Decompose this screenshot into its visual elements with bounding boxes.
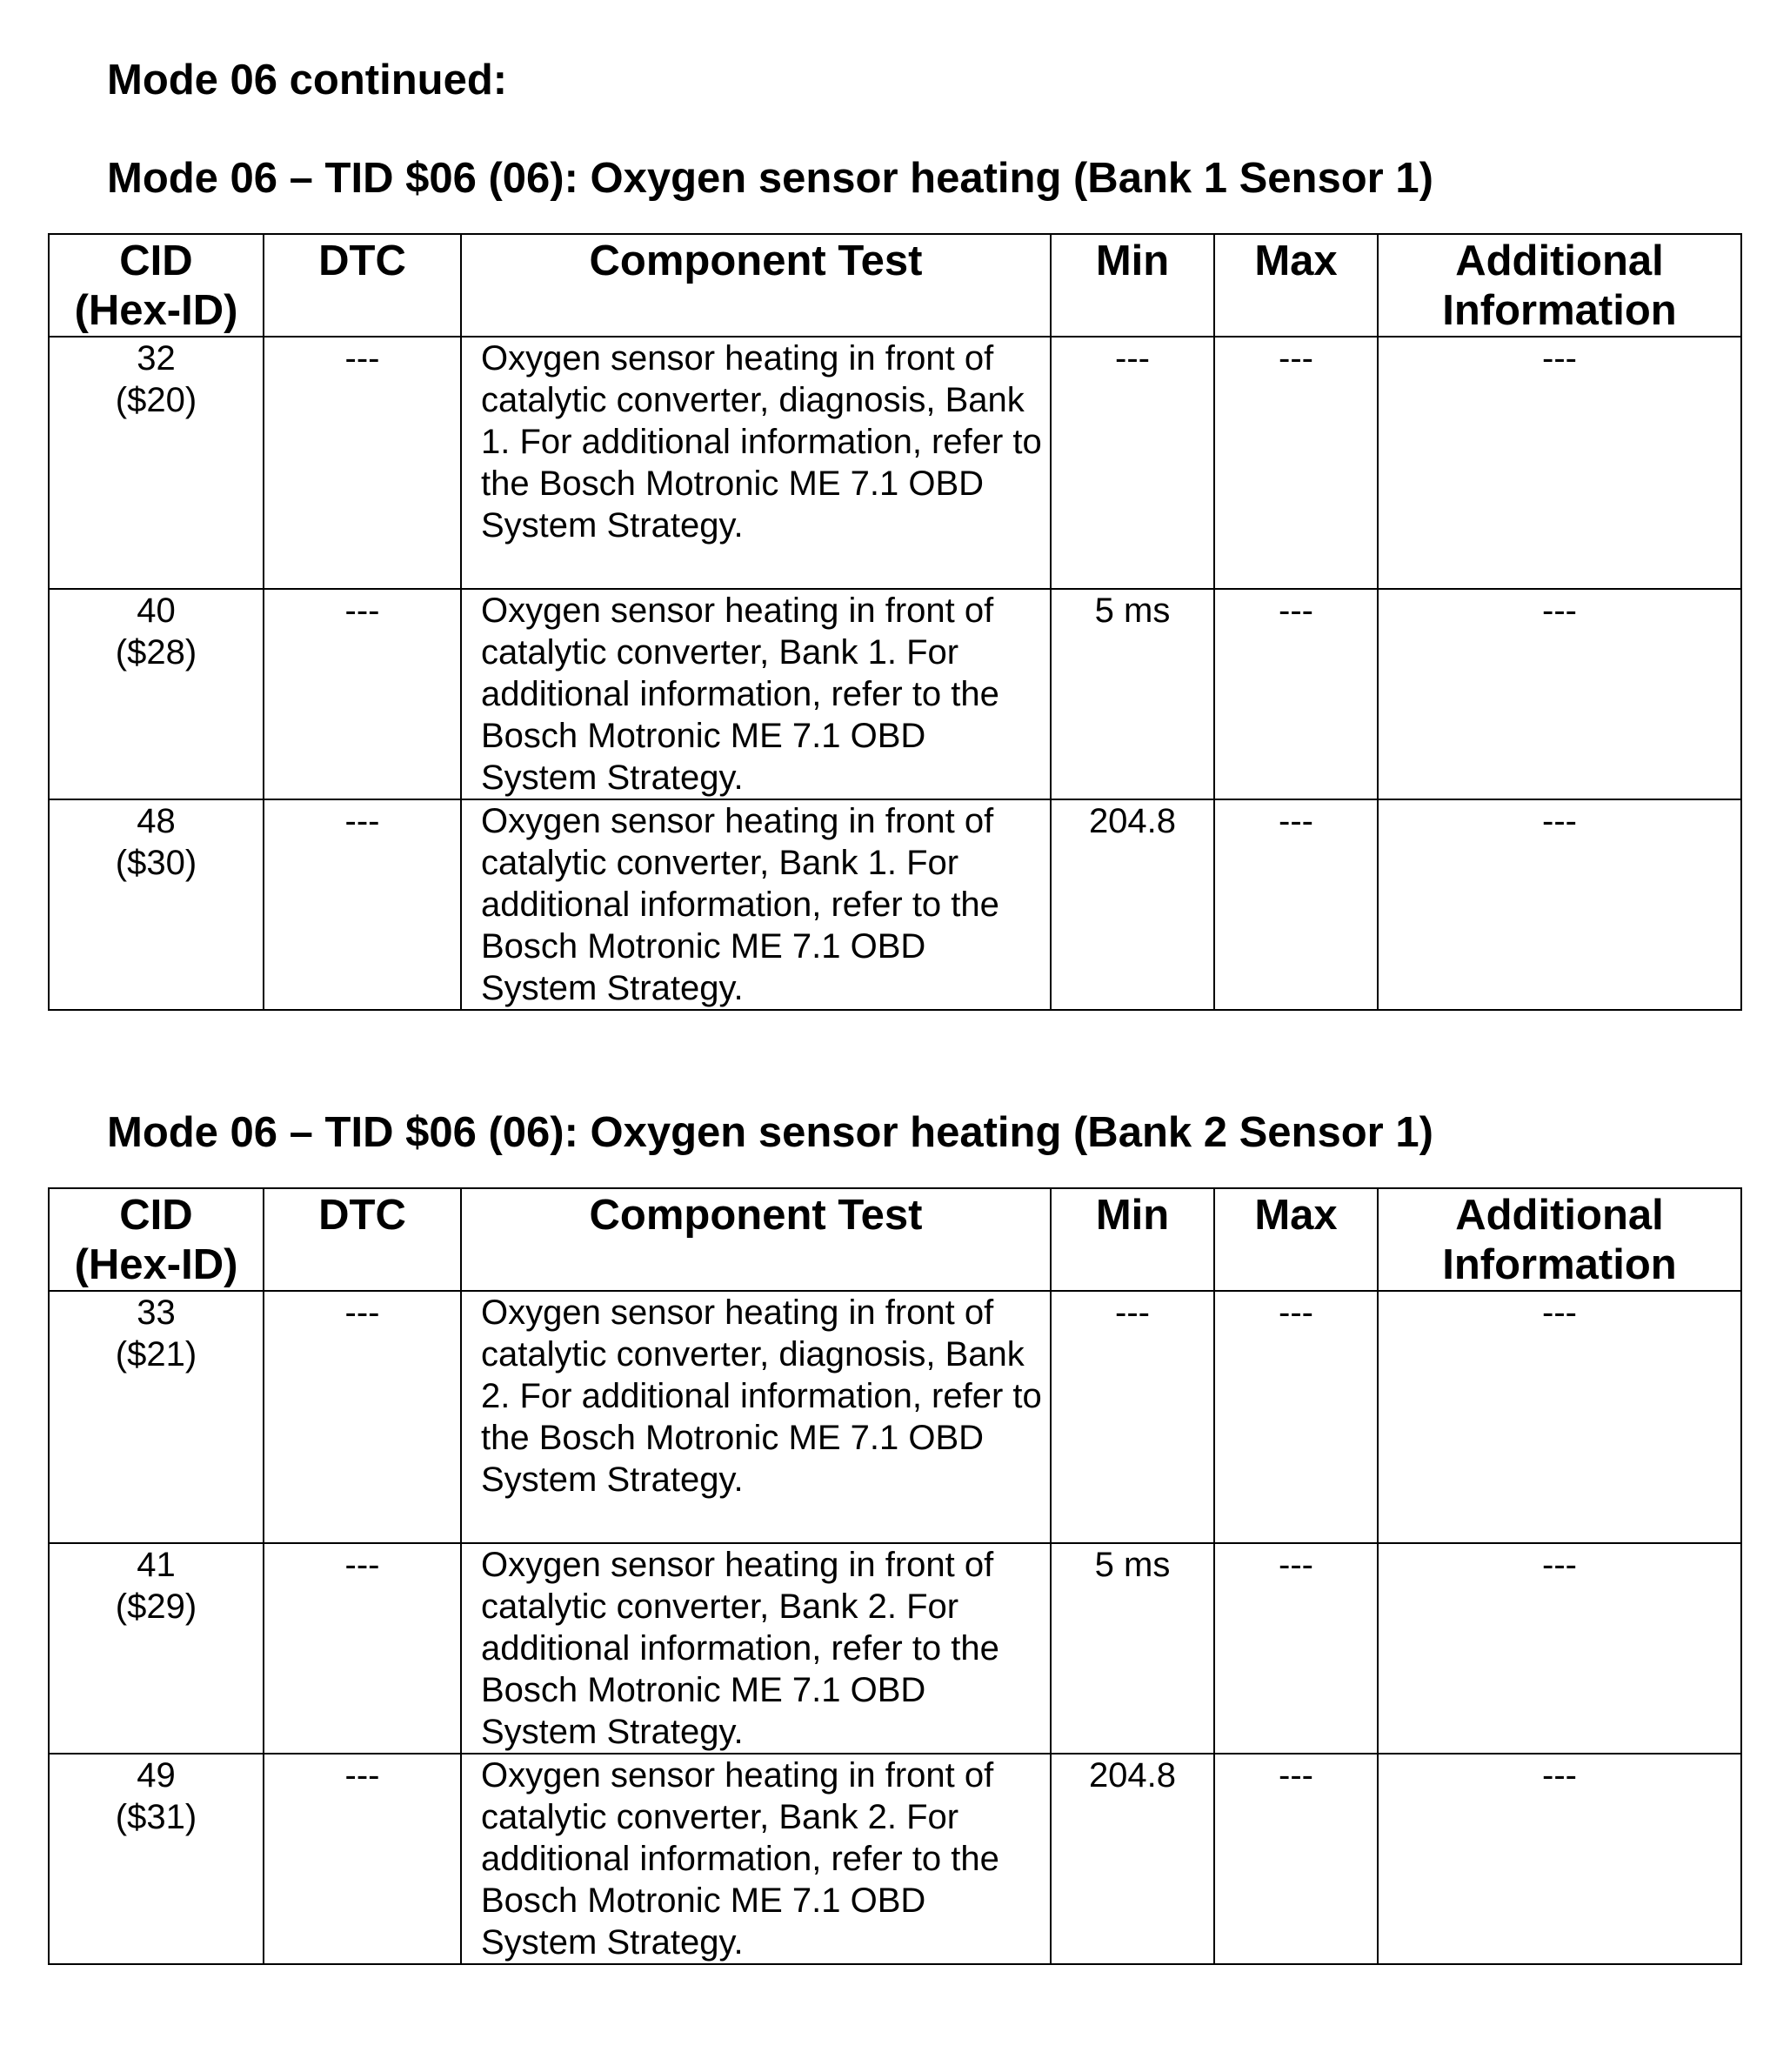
- component-test-cell: Oxygen sensor heating in front of catalytic converter, Bank 2. For additional information, refer to the Bosch Motronic ME 7.1 OBD System Strategy.: [461, 1543, 1051, 1754]
- cid-hex: ($20): [115, 381, 197, 419]
- section-title-bank-2: Mode 06 – TID $06 (06): Oxygen sensor heating (Bank 2 Sensor 1): [107, 1109, 1433, 1156]
- additional-info-cell: ---: [1378, 337, 1741, 589]
- dtc-cell: ---: [264, 1754, 461, 1964]
- additional-info-cell: ---: [1378, 1543, 1741, 1754]
- dtc-cell: ---: [264, 1543, 461, 1754]
- header-component-test: Component Test: [461, 1188, 1051, 1291]
- component-test-cell: Oxygen sensor heating in front of catalytic converter, Bank 1. For additional information, refer to the Bosch Motronic ME 7.1 OBD System Strategy.: [461, 589, 1051, 799]
- min-cell: 5 ms: [1051, 1543, 1214, 1754]
- cid-cell: [49, 799, 264, 1010]
- header-additional-line-1: Additional: [1455, 237, 1664, 284]
- dtc-cell: ---: [264, 799, 461, 1010]
- max-cell: ---: [1214, 1754, 1378, 1964]
- header-min: Min: [1051, 1188, 1214, 1291]
- table-row: [49, 1754, 1741, 1964]
- table-row: [49, 1291, 1741, 1543]
- max-cell: ---: [1214, 589, 1378, 799]
- header-dtc: DTC: [264, 1188, 461, 1291]
- cid-hex: ($31): [115, 1798, 197, 1836]
- cid-decimal: 33: [137, 1293, 176, 1332]
- header-cid-label: CID: [119, 237, 193, 284]
- max-cell: ---: [1214, 337, 1378, 589]
- component-test-cell: Oxygen sensor heating in front of catalytic converter, Bank 2. For additional information, refer to the Bosch Motronic ME 7.1 OBD System Strategy.: [461, 1754, 1051, 1964]
- header-cid: [49, 1188, 264, 1291]
- max-cell: ---: [1214, 1543, 1378, 1754]
- header-additional-information: [1378, 234, 1741, 337]
- cid-hex: ($30): [115, 844, 197, 882]
- cid-cell: [49, 1754, 264, 1964]
- table-row: [49, 1543, 1741, 1754]
- dtc-cell: ---: [264, 337, 461, 589]
- cid-cell: [49, 337, 264, 589]
- header-max: Max: [1214, 234, 1378, 337]
- header-max: Max: [1214, 1188, 1378, 1291]
- table-header-row: [49, 234, 1741, 337]
- header-additional-line-2: Information: [1442, 287, 1677, 334]
- cid-decimal: 49: [137, 1756, 176, 1795]
- mode06-table-bank-2: [48, 1187, 1742, 1965]
- table-row: [49, 799, 1741, 1010]
- additional-info-cell: ---: [1378, 1291, 1741, 1543]
- cid-decimal: 32: [137, 339, 176, 378]
- header-cid-label: CID: [119, 1192, 193, 1239]
- cid-hex: ($21): [115, 1335, 197, 1374]
- min-cell: 204.8: [1051, 1754, 1214, 1964]
- dtc-cell: ---: [264, 589, 461, 799]
- component-test-cell: Oxygen sensor heating in front of catalytic converter, Bank 1. For additional information, refer to the Bosch Motronic ME 7.1 OBD System Strategy.: [461, 799, 1051, 1010]
- component-test-cell: Oxygen sensor heating in front of catalytic converter, diagnosis, Bank 2. For additional information, refer to the Bosch Motronic ME 7.1 OBD System Strategy.: [461, 1291, 1051, 1543]
- header-component-test: Component Test: [461, 234, 1051, 337]
- header-dtc: DTC: [264, 234, 461, 337]
- section-title-bank-1: Mode 06 – TID $06 (06): Oxygen sensor heating (Bank 1 Sensor 1): [107, 155, 1433, 202]
- table-header-row: [49, 1188, 1741, 1291]
- page-heading: Mode 06 continued:: [107, 57, 508, 104]
- max-cell: ---: [1214, 799, 1378, 1010]
- table-row: [49, 589, 1741, 799]
- component-test-cell: Oxygen sensor heating in front of catalytic converter, diagnosis, Bank 1. For additional information, refer to the Bosch Motronic ME 7.1 OBD System Strategy.: [461, 337, 1051, 589]
- cid-decimal: 41: [137, 1546, 176, 1584]
- min-cell: ---: [1051, 337, 1214, 589]
- header-cid: [49, 234, 264, 337]
- header-min: Min: [1051, 234, 1214, 337]
- cid-cell: [49, 589, 264, 799]
- header-additional-line-1: Additional: [1455, 1192, 1664, 1239]
- cid-decimal: 40: [137, 592, 176, 630]
- cid-cell: [49, 1291, 264, 1543]
- cid-decimal: 48: [137, 802, 176, 840]
- max-cell: ---: [1214, 1291, 1378, 1543]
- mode06-table-bank-1: [48, 233, 1742, 1011]
- min-cell: 204.8: [1051, 799, 1214, 1010]
- additional-info-cell: ---: [1378, 799, 1741, 1010]
- table-row: [49, 337, 1741, 589]
- header-additional-line-2: Information: [1442, 1241, 1677, 1288]
- additional-info-cell: ---: [1378, 589, 1741, 799]
- additional-info-cell: ---: [1378, 1754, 1741, 1964]
- cid-hex: ($28): [115, 633, 197, 672]
- header-additional-information: [1378, 1188, 1741, 1291]
- header-hex-id-label: (Hex-ID): [74, 287, 238, 334]
- min-cell: 5 ms: [1051, 589, 1214, 799]
- cid-cell: [49, 1543, 264, 1754]
- cid-hex: ($29): [115, 1587, 197, 1626]
- header-hex-id-label: (Hex-ID): [74, 1241, 238, 1288]
- min-cell: ---: [1051, 1291, 1214, 1543]
- dtc-cell: ---: [264, 1291, 461, 1543]
